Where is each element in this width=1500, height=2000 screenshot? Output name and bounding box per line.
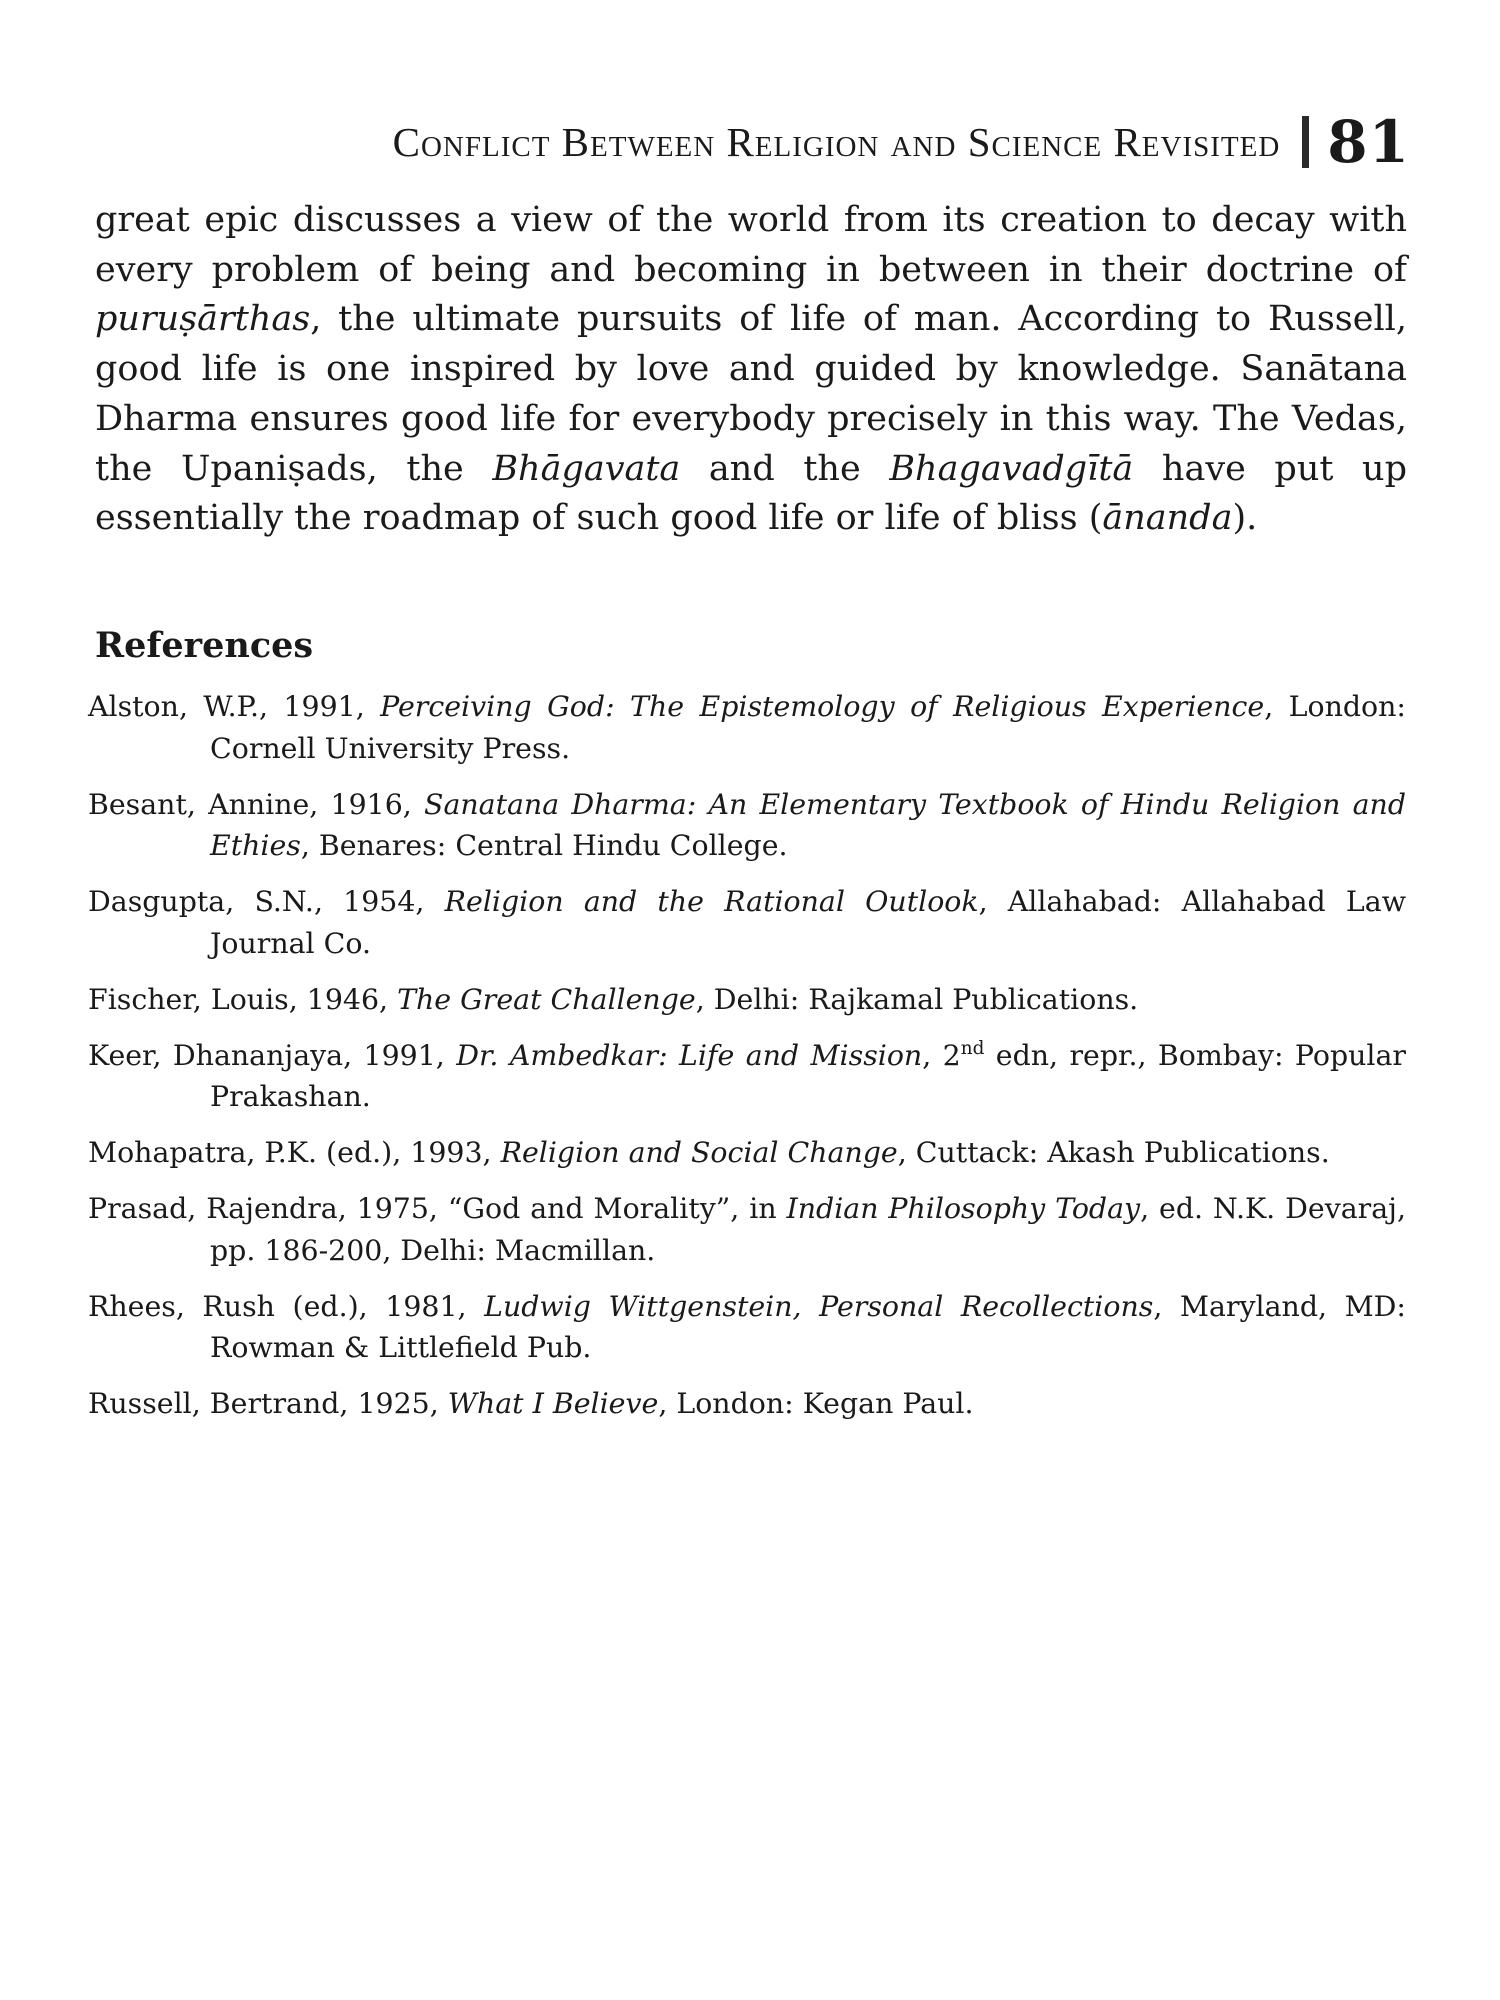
reference-title: Dr. Ambedkar: Life and Mission — [456, 1038, 923, 1072]
reference-publisher: , Delhi: Rajkamal Publications. — [695, 982, 1139, 1016]
references-list — [88, 686, 1406, 1439]
reference-item — [88, 1132, 1406, 1174]
reference-author: Dasgupta, S.N., 1954, — [88, 885, 445, 918]
term-ananda: ānanda — [1102, 498, 1233, 539]
reference-publisher: , London: Kegan Paul. — [658, 1387, 974, 1420]
references-heading: References — [95, 625, 314, 666]
reference-item — [88, 979, 1406, 1021]
reference-publisher: edn, repr., Bombay: Popular Prakashan. — [210, 1038, 1406, 1113]
header-divider-bar — [1302, 116, 1309, 168]
reference-title: Ludwig Wittgenstein, Personal Recollections — [484, 1289, 1154, 1323]
reference-title: What I Believe — [447, 1387, 659, 1420]
reference-author: Rhees, Rush (ed.), 1981, — [88, 1289, 485, 1323]
term-purusarthas: puruṣārthas — [95, 299, 311, 340]
reference-item — [88, 1383, 1406, 1425]
reference-item — [88, 1286, 1406, 1369]
reference-publisher: , Benares: Central Hindu College. — [300, 829, 788, 862]
reference-author: Mohapatra, P.K. (ed.), 1993, — [88, 1136, 501, 1169]
reference-author: Russell, Bertrand, 1925, — [88, 1387, 448, 1420]
reference-item — [88, 881, 1406, 964]
reference-publisher: , Allahabad: Allahabad Law Journal Co. — [210, 885, 1406, 960]
body-text-segment: great epic discusses a view of the world from its creation to decay with every problem of being and becoming in between in their doctrine of — [95, 200, 1407, 290]
reference-edition: , 2 — [922, 1038, 961, 1072]
reference-author: Prasad, Rajendra, 1975, “God and Morality”, in — [88, 1192, 787, 1225]
running-head — [220, 108, 1410, 176]
body-text-segment: have put up essentially the roadmap of such good life or life of bliss ( — [95, 448, 1408, 539]
reference-title: The Great Challenge — [397, 982, 696, 1016]
reference-publisher: , Cuttack: Akash Publications. — [897, 1136, 1330, 1169]
reference-author: Keer, Dhananjaya, 1991, — [88, 1038, 457, 1072]
body-paragraph — [95, 196, 1407, 544]
reference-publisher: , ed. N.K. Devaraj, pp. 186-200, Delhi: Macmillan. — [210, 1192, 1406, 1267]
reference-publisher: , Maryland, MD: Rowman & Littlefield Pub. — [210, 1289, 1406, 1364]
reference-publisher: , London: Cornell University Press. — [210, 690, 1406, 765]
reference-title: Indian Philosophy Today — [786, 1192, 1141, 1225]
body-text-segment: , the ultimate pursuits of life of man. According to Russell, good life is one inspired by love and guided by knowledge. Sanātana Dharma ensures good life for everybody precisely in this way. The Vedas, the Upaniṣads, the — [95, 299, 1407, 489]
term-bhagavata: Bhāgavata — [492, 448, 681, 489]
reference-item — [88, 686, 1406, 769]
edition-superscript: nd — [960, 1037, 985, 1059]
term-bhagavadgita: Bhagavadgītā — [889, 448, 1134, 489]
reference-title: Religion and the Rational Outlook — [444, 885, 979, 918]
reference-title: Religion and Social Change — [500, 1136, 898, 1169]
running-title: Conflict Between Religion and Science Revisited — [392, 119, 1281, 165]
reference-author: Alston, W.P., 1991, — [88, 690, 381, 723]
body-text-segment: ). — [1232, 498, 1258, 539]
reference-title: Perceiving God: The Epistemology of Religious Experience — [380, 690, 1265, 723]
reference-author: Fischer, Louis, 1946, — [88, 982, 398, 1016]
reference-title: Sanatana Dharma: An Elementary Textbook of Hindu Religion and Ethies — [210, 787, 1407, 862]
reference-item — [88, 1035, 1406, 1118]
reference-item — [88, 1188, 1406, 1271]
page-number: 81 — [1327, 108, 1410, 176]
body-text-segment: and the — [680, 448, 890, 489]
reference-item — [88, 784, 1406, 867]
reference-author: Besant, Annine, 1916, — [88, 787, 424, 821]
